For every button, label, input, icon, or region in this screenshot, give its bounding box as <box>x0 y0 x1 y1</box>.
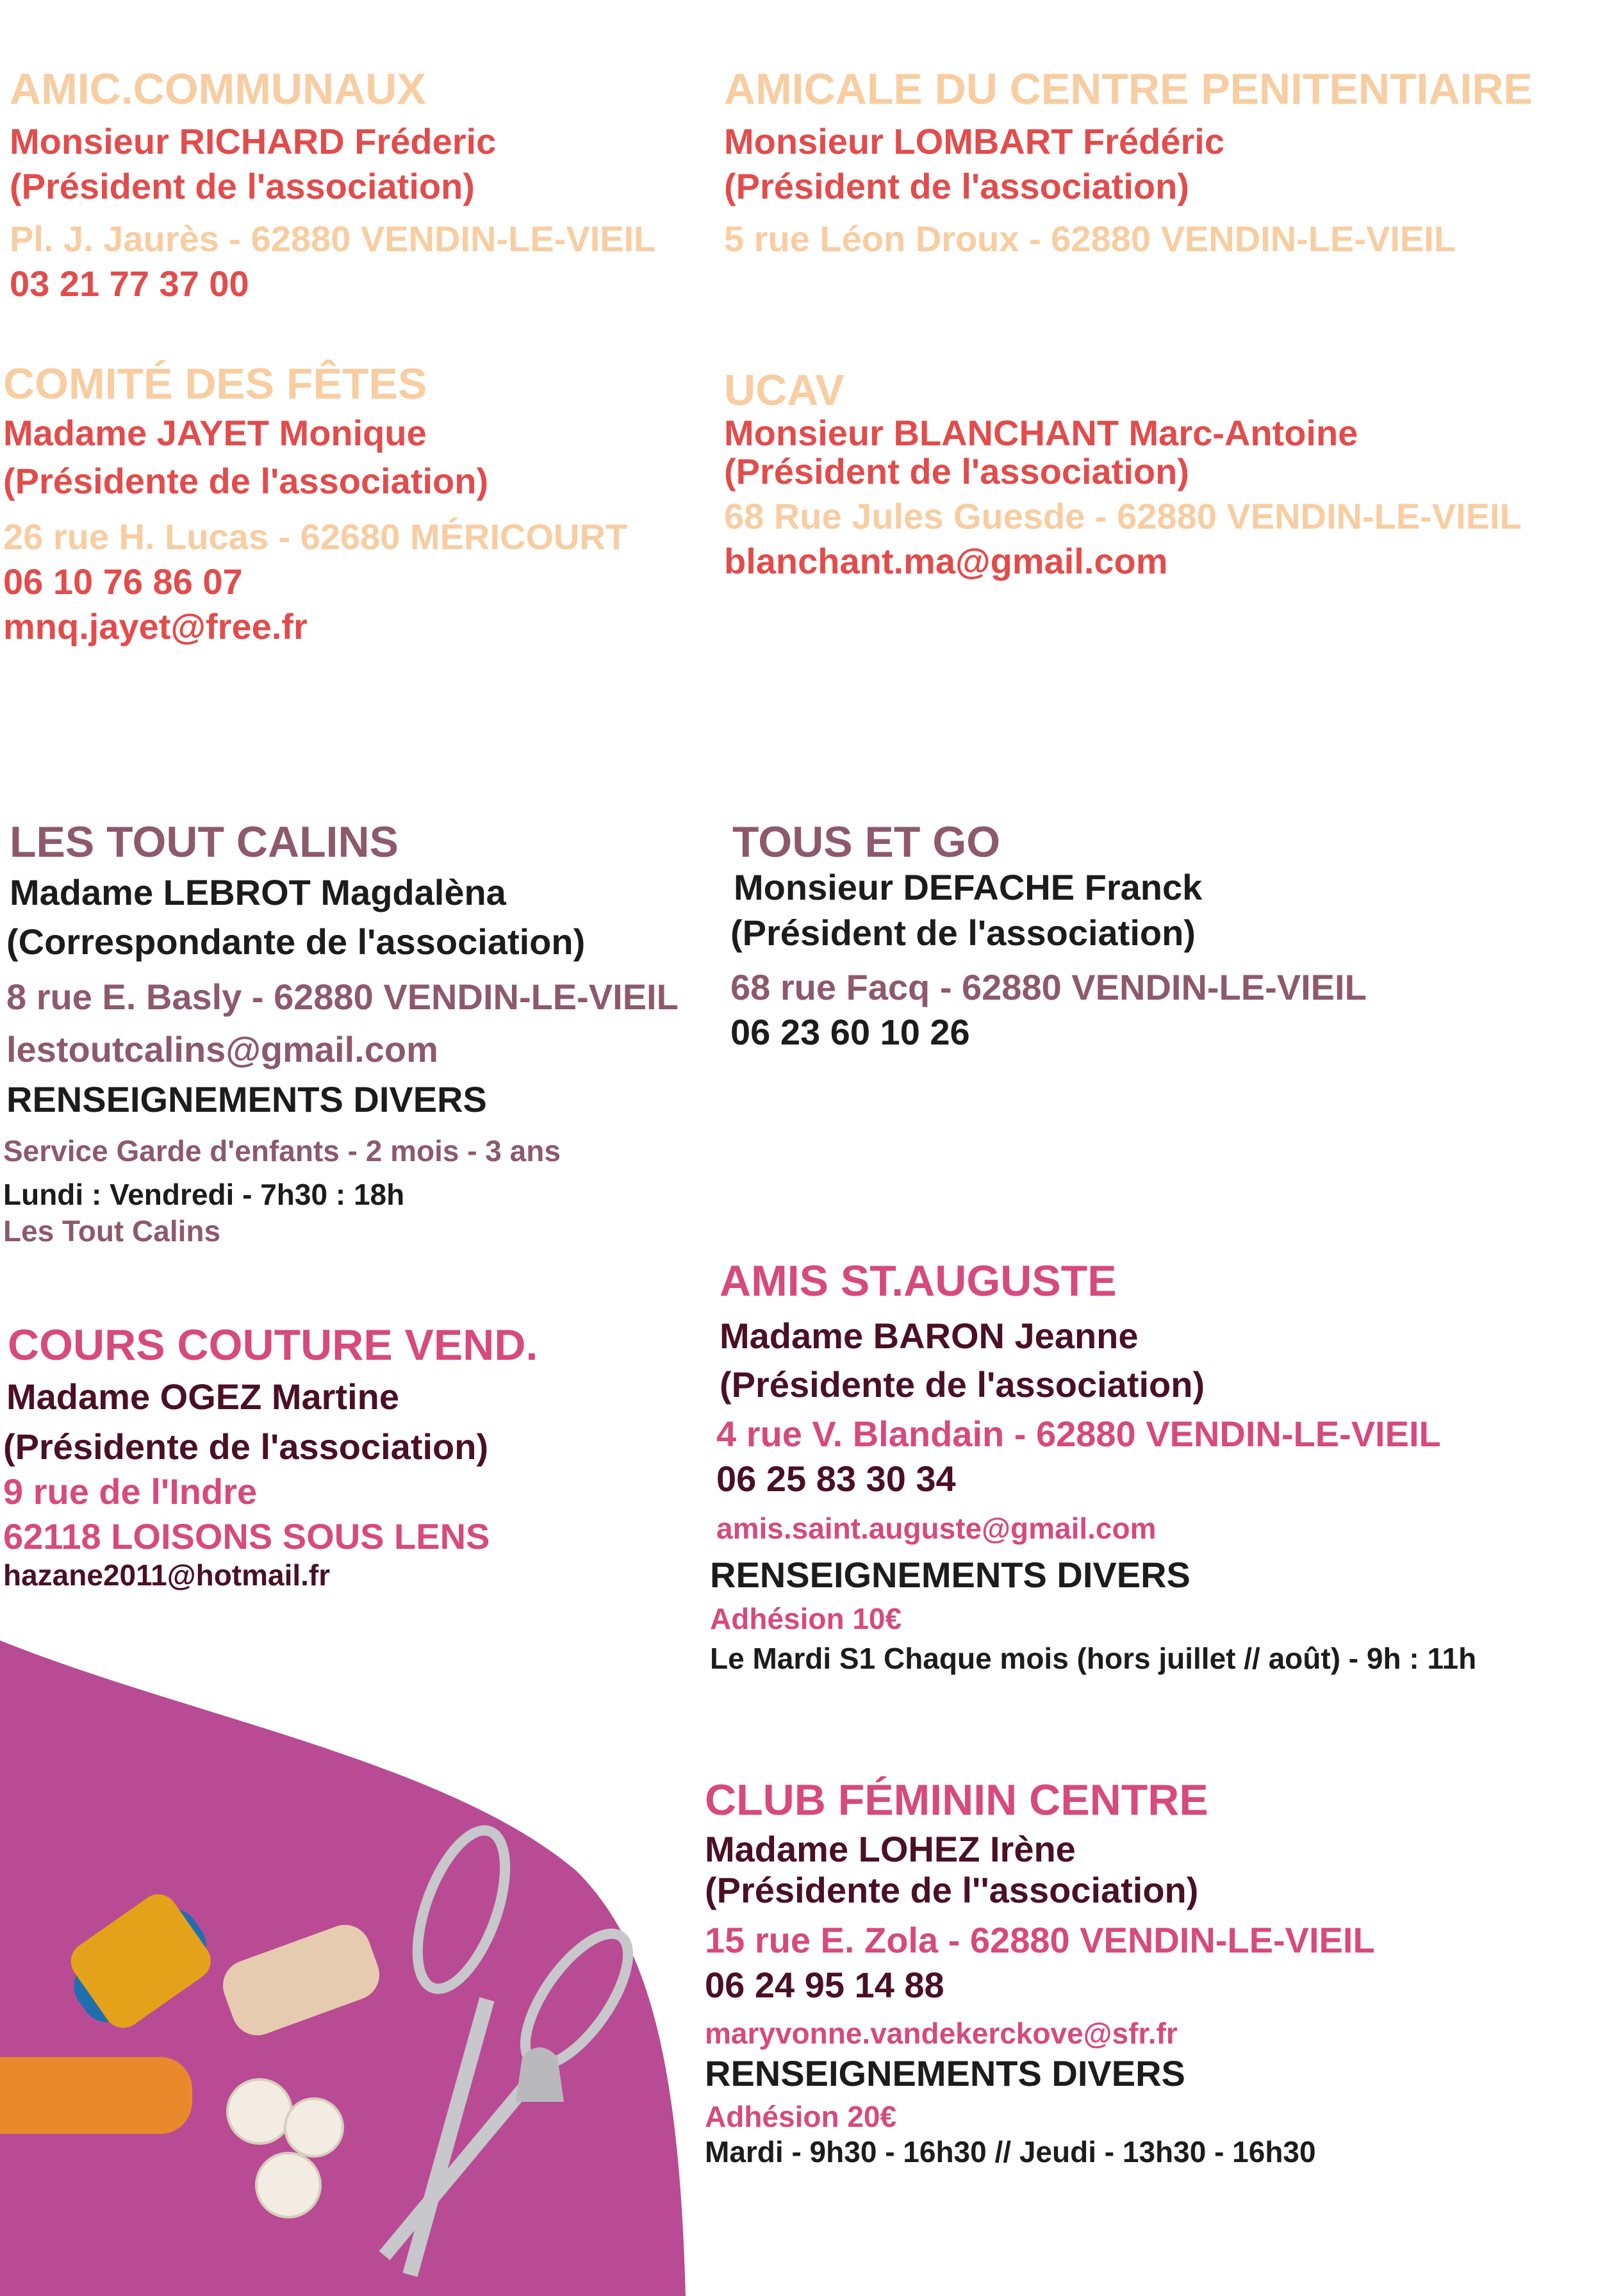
email: blanchant.ma@gmail.com <box>724 541 1168 581</box>
info-membership: Adhésion 20€ <box>705 2100 897 2133</box>
address: 15 rue E. Zola - 62880 VENDIN-LE-VIEIL <box>705 1920 1375 1960</box>
address-city: 62118 LOISONS SOUS LENS <box>3 1516 490 1557</box>
contact-role: (Président de l'association) <box>730 913 1196 953</box>
contact-role: (Président de l'association) <box>724 451 1189 491</box>
contact-name: Monsieur DEFACHE Franck <box>734 867 1203 907</box>
email: lestoutcalins@gmail.com <box>6 1029 438 1070</box>
address: 8 rue E. Basly - 62880 VENDIN-LE-VIEIL <box>6 977 679 1017</box>
association-name: COURS COUTURE VEND. <box>8 1321 538 1369</box>
contact-role: (Présidente de l'association) <box>720 1364 1205 1405</box>
phone: 06 10 76 86 07 <box>3 561 243 602</box>
association-name: AMIS ST.AUGUSTE <box>720 1257 1117 1305</box>
email: hazane2011@hotmail.fr <box>3 1558 331 1592</box>
contact-role: (Président de l'association) <box>10 166 475 206</box>
email: mnq.jayet@free.fr <box>3 606 308 647</box>
phone: 06 23 60 10 26 <box>730 1012 970 1052</box>
contact-role: (Présidente de l'association) <box>3 1426 489 1467</box>
association-name: LES TOUT CALINS <box>10 818 399 866</box>
association-name: AMICALE DU CENTRE PENITENTIAIRE <box>724 65 1533 113</box>
contact-name: Madame JAYET Monique <box>3 413 427 453</box>
contact-name: Madame BARON Jeanne <box>720 1316 1139 1356</box>
email: amis.saint.auguste@gmail.com <box>716 1512 1157 1545</box>
contact-name: Monsieur BLANCHANT Marc-Antoine <box>724 413 1358 453</box>
info-service: Service Garde d'enfants - 2 mois - 3 ans <box>3 1134 561 1168</box>
info-title: RENSEIGNEMENTS DIVERS <box>710 1555 1190 1595</box>
contact-name: Madame LOHEZ Irène <box>705 1829 1076 1869</box>
info-membership: Adhésion 10€ <box>710 1602 902 1635</box>
association-name: CLUB FÉMININ CENTRE <box>705 1776 1208 1824</box>
phone: 06 24 95 14 88 <box>705 1965 944 2005</box>
info-title: RENSEIGNEMENTS DIVERS <box>6 1079 487 1119</box>
info-name: Les Tout Calins <box>3 1214 221 1248</box>
association-name: AMIC.COMMUNAUX <box>10 65 426 113</box>
address: 68 Rue Jules Guesde - 62880 VENDIN-LE-VIEIL <box>724 496 1522 536</box>
phone: 03 21 77 37 00 <box>10 263 249 304</box>
contact-name: Madame LEBROT Magdalèna <box>10 872 506 913</box>
info-hours: Lundi : Vendredi - 7h30 : 18h <box>3 1178 405 1211</box>
email: maryvonne.vandekerckove@sfr.fr <box>705 2017 1178 2050</box>
contact-name: Madame OGEZ Martine <box>6 1376 400 1417</box>
address: Pl. J. Jaurès - 62880 VENDIN-LE-VIEIL <box>10 219 656 259</box>
contact-role: (Président de l'association) <box>724 166 1189 206</box>
info-schedule: Le Mardi S1 Chaque mois (hors juillet // août) - 9h : 11h <box>710 1642 1477 1675</box>
info-title: RENSEIGNEMENTS DIVERS <box>705 2053 1185 2094</box>
address-street: 9 rue de l'Indre <box>3 1471 258 1512</box>
contact-role: (Présidente de l'association) <box>3 461 489 501</box>
association-name: TOUS ET GO <box>732 818 1001 866</box>
contact-name: Monsieur LOMBART Frédéric <box>724 121 1224 161</box>
association-name: UCAV <box>724 366 844 415</box>
address: 5 rue Léon Droux - 62880 VENDIN-LE-VIEIL <box>724 219 1456 259</box>
contact-name: Monsieur RICHARD Fréderic <box>10 121 497 161</box>
address: 68 rue Facq - 62880 VENDIN-LE-VIEIL <box>730 967 1367 1007</box>
contact-role: (Correspondante de l'association) <box>6 921 586 962</box>
association-name: COMITÉ DES FÊTES <box>3 359 427 408</box>
phone: 06 25 83 30 34 <box>716 1458 956 1499</box>
info-schedule: Mardi - 9h30 - 16h30 // Jeudi - 13h30 - 16h30 <box>705 2135 1316 2168</box>
contact-role: (Présidente de l''association) <box>705 1870 1199 1910</box>
sewing-illustration <box>0 1640 686 2296</box>
address: 4 rue V. Blandain - 62880 VENDIN-LE-VIEIL <box>716 1414 1441 1454</box>
address: 26 rue H. Lucas - 62680 MÉRICOURT <box>3 516 628 557</box>
